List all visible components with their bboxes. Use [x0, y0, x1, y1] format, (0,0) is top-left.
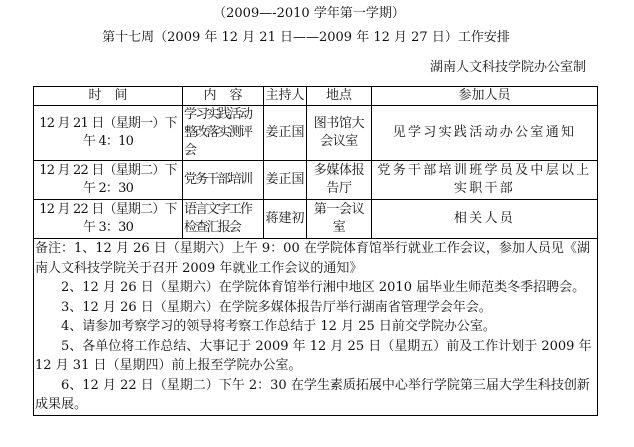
cell-time: 12 月 22 日（星期二）下午 3：30	[34, 200, 183, 239]
note-item: 6、12 月 22 日（星期二）下午 2：30 在学生素质拓展中心举行学院第三届大学生科技创新成果展。	[35, 377, 590, 413]
column-header-location: 地点	[307, 87, 372, 106]
note-item: 2、12 月 26 日（星期六）在学院体育馆举行湘中地区 2010 届毕业生师范类冬季招聘会。	[61, 280, 586, 296]
cell-host: 姜正国	[264, 106, 307, 161]
note-item: 5、各单位将工作总结、大事记于 2009 年 12 月 25 日（星期五）前及工作计划于 2009 年 12 月 31 日（星期四）前上报至学院办公室。	[35, 338, 592, 374]
table-header-row	[34, 87, 598, 106]
cell-location: 多媒体报告厅	[307, 161, 372, 200]
cell-attendees: 党务干部培训班学员及中层以上实职干部	[372, 161, 598, 200]
page-title: 第十七周（2009 年 12 月 21 日——2009 年 12 月 27 日）工作安排	[102, 30, 510, 45]
table-row	[34, 161, 598, 200]
issuer-label: 湖南人文科技学院办公室制	[429, 60, 586, 75]
notes-cell	[34, 239, 598, 416]
cell-attendees: 见学习实践活动办公室通知	[372, 106, 598, 161]
note-text: 1、12 月 26 日（星期六）上午 9：00 在学院体育馆举行就业工作会议，参加人员见《湖南人文科技学院关于召开 2009 年就业工作会议的通知》	[35, 241, 590, 276]
cell-host: 蒋建初	[264, 200, 307, 239]
notes-label: 备注：	[35, 241, 75, 257]
column-header-time: 时 间	[34, 87, 183, 106]
column-header-attendees: 参加人员	[372, 87, 598, 106]
column-header-content: 内 容	[183, 87, 264, 106]
notes-row	[34, 239, 598, 416]
table-row	[34, 200, 598, 239]
cell-host: 姜正国	[264, 161, 307, 200]
cell-content: 学习实践活动整改落实测评会	[183, 106, 264, 161]
note-item: 4、请参加考察学习的领导将考察工作总结于 12 月 25 日前交学院办公室。	[61, 319, 496, 335]
term-heading: （2009—-2010 学年第一学期）	[213, 6, 405, 21]
table-row	[34, 106, 598, 161]
note-item	[35, 239, 596, 278]
cell-content: 党务干部培训	[183, 161, 264, 200]
note-item: 3、12 月 26 日（星期六）在学院多媒体报告厅举行湖南省管理学会年会。	[61, 299, 492, 315]
schedule-table	[33, 86, 598, 416]
cell-attendees: 相关人员	[372, 200, 598, 239]
cell-time: 12 月 22 日（星期二）下午 2：30	[34, 161, 183, 200]
column-header-host: 主持人	[264, 87, 307, 106]
cell-content: 语言文字工作检查汇报会	[183, 200, 264, 239]
cell-location: 第一会议室	[307, 200, 372, 239]
cell-time: 12 月 21 日（星期一）下午 4：10	[34, 106, 183, 161]
cell-location: 图书馆大会议室	[307, 106, 372, 161]
